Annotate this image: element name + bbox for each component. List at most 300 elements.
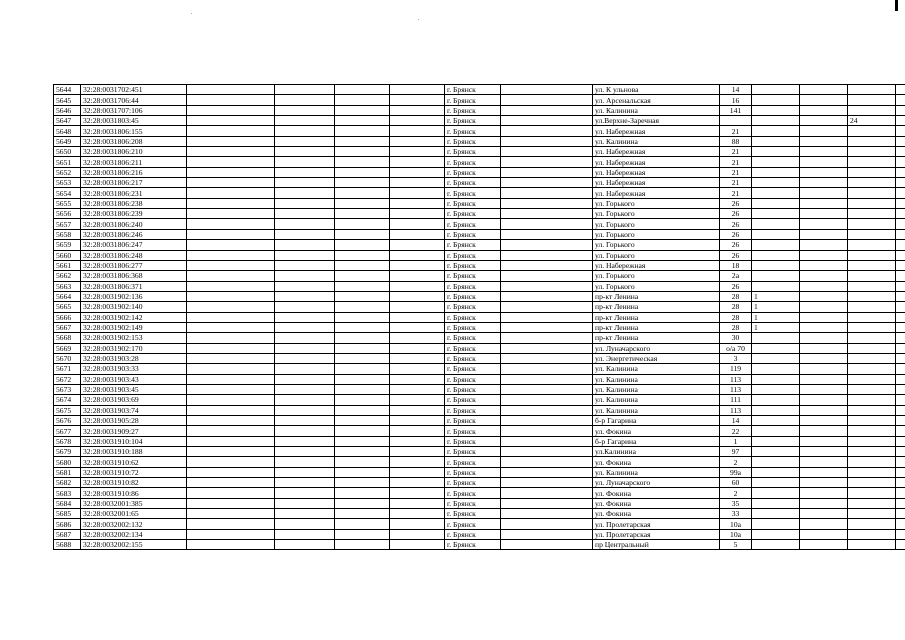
table-row: [54, 302, 905, 312]
house-number-cell: 60: [720, 478, 752, 488]
row-number-cell: 5678: [54, 436, 81, 446]
row-number-cell: 5661: [54, 260, 81, 270]
empty-cell: [187, 478, 275, 488]
empty-cell: [187, 105, 275, 115]
cadastral-number-cell: 32:28:0031910:62: [81, 457, 187, 467]
building-cell: [752, 509, 800, 519]
empty-cell: [501, 198, 593, 208]
empty-cell: [896, 105, 905, 115]
empty-cell: [187, 447, 275, 457]
building-cell: [752, 426, 800, 436]
empty-cell: [275, 416, 335, 426]
cadastral-number-cell: 32:28:0032002:155: [81, 540, 187, 550]
city-cell: г. Брянск: [445, 436, 501, 446]
building-cell: [752, 95, 800, 105]
table-row: [54, 416, 905, 426]
city-cell: г. Брянск: [445, 136, 501, 146]
empty-cell: [390, 467, 445, 477]
empty-cell: [800, 250, 848, 260]
empty-cell: [390, 405, 445, 415]
empty-cell: [896, 250, 905, 260]
apartment-cell: [848, 436, 896, 446]
street-cell: ул.Калинина: [593, 447, 720, 457]
street-cell: ул. Луначарского: [593, 478, 720, 488]
city-cell: г. Брянск: [445, 240, 501, 250]
empty-cell: [896, 116, 905, 126]
city-cell: г. Брянск: [445, 209, 501, 219]
house-number-cell: о/а 70: [720, 343, 752, 353]
empty-cell: [390, 488, 445, 498]
city-cell: г. Брянск: [445, 374, 501, 384]
street-cell: ул. Фокина: [593, 498, 720, 508]
empty-cell: [187, 260, 275, 270]
house-number-cell: 33: [720, 509, 752, 519]
empty-cell: [896, 147, 905, 157]
empty-cell: [800, 178, 848, 188]
table-row: [54, 322, 905, 332]
empty-cell: [501, 498, 593, 508]
city-cell: г. Брянск: [445, 457, 501, 467]
house-number-cell: 88: [720, 136, 752, 146]
table-row: [54, 509, 905, 519]
table-row: [54, 147, 905, 157]
row-number-cell: 5663: [54, 281, 81, 291]
apartment-cell: [848, 178, 896, 188]
street-cell: ул. Горького: [593, 229, 720, 239]
city-cell: г. Брянск: [445, 260, 501, 270]
table-row: [54, 229, 905, 239]
empty-cell: [275, 436, 335, 446]
empty-cell: [896, 405, 905, 415]
empty-cell: [501, 436, 593, 446]
city-cell: г. Брянск: [445, 312, 501, 322]
apartment-cell: [848, 488, 896, 498]
empty-cell: [896, 426, 905, 436]
row-number-cell: 5656: [54, 209, 81, 219]
table-row: [54, 353, 905, 363]
street-cell: ул. Пролетарская: [593, 519, 720, 529]
empty-cell: [800, 519, 848, 529]
empty-cell: [501, 250, 593, 260]
scan-speck: [418, 19, 419, 20]
building-cell: [752, 105, 800, 115]
building-cell: [752, 281, 800, 291]
empty-cell: [390, 519, 445, 529]
table-row: [54, 343, 905, 353]
cadastral-number-cell: 32:28:0031909:27: [81, 426, 187, 436]
empty-cell: [335, 436, 390, 446]
apartment-cell: [848, 167, 896, 177]
building-cell: [752, 467, 800, 477]
city-cell: г. Брянск: [445, 322, 501, 332]
empty-cell: [390, 291, 445, 301]
cadastral-number-cell: 32:28:0031903:43: [81, 374, 187, 384]
empty-cell: [896, 322, 905, 332]
row-number-cell: 5662: [54, 271, 81, 281]
empty-cell: [187, 95, 275, 105]
empty-cell: [275, 343, 335, 353]
apartment-cell: [848, 240, 896, 250]
house-number-cell: 26: [720, 209, 752, 219]
empty-cell: [390, 478, 445, 488]
empty-cell: [275, 229, 335, 239]
row-number-cell: 5655: [54, 198, 81, 208]
empty-cell: [390, 529, 445, 539]
scan-edge-mark: [895, 0, 898, 11]
empty-cell: [390, 157, 445, 167]
empty-cell: [896, 467, 905, 477]
empty-cell: [800, 105, 848, 115]
house-number-cell: 141: [720, 105, 752, 115]
empty-cell: [187, 219, 275, 229]
empty-cell: [390, 312, 445, 322]
apartment-cell: [848, 250, 896, 260]
empty-cell: [390, 457, 445, 467]
empty-cell: [800, 384, 848, 394]
house-number-cell: 113: [720, 374, 752, 384]
empty-cell: [275, 374, 335, 384]
street-cell: ул. Пролетарская: [593, 529, 720, 539]
empty-cell: [501, 333, 593, 343]
building-cell: [752, 229, 800, 239]
empty-cell: [335, 167, 390, 177]
building-cell: [752, 498, 800, 508]
row-number-cell: 5670: [54, 353, 81, 363]
empty-cell: [390, 250, 445, 260]
table-row: [54, 85, 905, 95]
cadastral-number-cell: 32:28:0031706:44: [81, 95, 187, 105]
house-number-cell: 35: [720, 498, 752, 508]
row-number-cell: 5646: [54, 105, 81, 115]
empty-cell: [896, 353, 905, 363]
empty-cell: [896, 416, 905, 426]
apartment-cell: [848, 395, 896, 405]
building-cell: [752, 147, 800, 157]
empty-cell: [800, 95, 848, 105]
table-row: [54, 447, 905, 457]
row-number-cell: 5644: [54, 85, 81, 95]
table-row: [54, 467, 905, 477]
empty-cell: [275, 167, 335, 177]
city-cell: г. Брянск: [445, 384, 501, 394]
empty-cell: [335, 178, 390, 188]
empty-cell: [501, 178, 593, 188]
row-number-cell: 5664: [54, 291, 81, 301]
empty-cell: [501, 395, 593, 405]
cadastral-number-cell: 32:28:0031806:231: [81, 188, 187, 198]
street-cell: ул. Горького: [593, 271, 720, 281]
row-number-cell: 5675: [54, 405, 81, 415]
empty-cell: [335, 395, 390, 405]
empty-cell: [275, 209, 335, 219]
city-cell: г. Брянск: [445, 467, 501, 477]
empty-cell: [800, 405, 848, 415]
street-cell: ул.Верхне-Заречная: [593, 116, 720, 126]
empty-cell: [390, 426, 445, 436]
table-row: [54, 219, 905, 229]
empty-cell: [896, 229, 905, 239]
empty-cell: [800, 416, 848, 426]
empty-cell: [800, 260, 848, 270]
empty-cell: [187, 488, 275, 498]
city-cell: г. Брянск: [445, 85, 501, 95]
house-number-cell: 21: [720, 178, 752, 188]
apartment-cell: [848, 219, 896, 229]
apartment-cell: [848, 478, 896, 488]
building-cell: [752, 85, 800, 95]
row-number-cell: 5671: [54, 364, 81, 374]
empty-cell: [335, 250, 390, 260]
cadastral-number-cell: 32:28:0031903:45: [81, 384, 187, 394]
empty-cell: [335, 343, 390, 353]
empty-cell: [501, 540, 593, 550]
empty-cell: [501, 271, 593, 281]
empty-cell: [187, 405, 275, 415]
empty-cell: [501, 105, 593, 115]
cadastral-number-cell: 32:28:0031806:247: [81, 240, 187, 250]
street-cell: ул. Калинина: [593, 467, 720, 477]
empty-cell: [390, 384, 445, 394]
apartment-cell: 24: [848, 116, 896, 126]
empty-cell: [335, 457, 390, 467]
empty-cell: [335, 95, 390, 105]
table-row: [54, 384, 905, 394]
row-number-cell: 5647: [54, 116, 81, 126]
empty-cell: [335, 374, 390, 384]
cadastral-number-cell: 32:28:0031806:371: [81, 281, 187, 291]
city-cell: г. Брянск: [445, 395, 501, 405]
apartment-cell: [848, 136, 896, 146]
house-number-cell: 26: [720, 240, 752, 250]
empty-cell: [390, 240, 445, 250]
empty-cell: [187, 147, 275, 157]
cadastral-number-cell: 32:28:0031806:240: [81, 219, 187, 229]
apartment-cell: [848, 291, 896, 301]
table-row: [54, 250, 905, 260]
table-row: [54, 374, 905, 384]
building-cell: 1: [752, 291, 800, 301]
empty-cell: [335, 105, 390, 115]
empty-cell: [501, 426, 593, 436]
house-number-cell: 28: [720, 302, 752, 312]
cadastral-number-cell: 32:28:0031910:72: [81, 467, 187, 477]
cadastral-number-cell: 32:28:0031707:106: [81, 105, 187, 115]
empty-cell: [187, 229, 275, 239]
city-cell: г. Брянск: [445, 343, 501, 353]
empty-cell: [275, 147, 335, 157]
building-cell: [752, 436, 800, 446]
empty-cell: [275, 240, 335, 250]
empty-cell: [275, 291, 335, 301]
empty-cell: [275, 116, 335, 126]
cadastral-number-cell: 32:28:0031902:140: [81, 302, 187, 312]
empty-cell: [501, 312, 593, 322]
table-row: [54, 240, 905, 250]
cadastral-number-cell: 32:28:0032002:132: [81, 519, 187, 529]
empty-cell: [800, 364, 848, 374]
street-cell: пр-кт Ленина: [593, 291, 720, 301]
city-cell: г. Брянск: [445, 167, 501, 177]
empty-cell: [800, 157, 848, 167]
table-row: [54, 426, 905, 436]
empty-cell: [390, 209, 445, 219]
empty-cell: [896, 95, 905, 105]
row-number-cell: 5687: [54, 529, 81, 539]
row-number-cell: 5673: [54, 384, 81, 394]
empty-cell: [800, 333, 848, 343]
empty-cell: [275, 467, 335, 477]
empty-cell: [390, 260, 445, 270]
empty-cell: [896, 126, 905, 136]
empty-cell: [275, 85, 335, 95]
empty-cell: [187, 457, 275, 467]
empty-cell: [275, 157, 335, 167]
empty-cell: [800, 322, 848, 332]
building-cell: [752, 333, 800, 343]
empty-cell: [275, 105, 335, 115]
empty-cell: [390, 229, 445, 239]
empty-cell: [390, 126, 445, 136]
empty-cell: [335, 312, 390, 322]
empty-cell: [896, 302, 905, 312]
empty-cell: [501, 384, 593, 394]
empty-cell: [896, 198, 905, 208]
empty-cell: [800, 529, 848, 539]
street-cell: ул. Калинина: [593, 384, 720, 394]
building-cell: [752, 219, 800, 229]
empty-cell: [187, 157, 275, 167]
empty-cell: [390, 85, 445, 95]
empty-cell: [800, 498, 848, 508]
empty-cell: [275, 219, 335, 229]
apartment-cell: [848, 509, 896, 519]
empty-cell: [275, 198, 335, 208]
city-cell: г. Брянск: [445, 426, 501, 436]
empty-cell: [501, 126, 593, 136]
apartment-cell: [848, 467, 896, 477]
empty-cell: [501, 136, 593, 146]
empty-cell: [275, 188, 335, 198]
empty-cell: [335, 519, 390, 529]
empty-cell: [896, 436, 905, 446]
empty-cell: [501, 353, 593, 363]
house-number-cell: 5: [720, 540, 752, 550]
building-cell: [752, 209, 800, 219]
empty-cell: [275, 281, 335, 291]
empty-cell: [501, 167, 593, 177]
house-number-cell: 111: [720, 395, 752, 405]
street-cell: б-р Гагарина: [593, 416, 720, 426]
row-number-cell: 5659: [54, 240, 81, 250]
empty-cell: [275, 178, 335, 188]
table-row: [54, 209, 905, 219]
row-number-cell: 5676: [54, 416, 81, 426]
city-cell: г. Брянск: [445, 291, 501, 301]
empty-cell: [390, 374, 445, 384]
empty-cell: [896, 488, 905, 498]
building-cell: [752, 405, 800, 415]
empty-cell: [275, 457, 335, 467]
empty-cell: [335, 240, 390, 250]
street-cell: ул. Набережная: [593, 147, 720, 157]
apartment-cell: [848, 322, 896, 332]
empty-cell: [335, 271, 390, 281]
building-cell: 1: [752, 322, 800, 332]
empty-cell: [335, 467, 390, 477]
cadastral-number-cell: 32:28:0031902:142: [81, 312, 187, 322]
empty-cell: [335, 488, 390, 498]
empty-cell: [335, 416, 390, 426]
empty-cell: [501, 147, 593, 157]
empty-cell: [800, 291, 848, 301]
empty-cell: [275, 395, 335, 405]
empty-cell: [501, 240, 593, 250]
city-cell: г. Брянск: [445, 198, 501, 208]
street-cell: ул. Энергетическая: [593, 353, 720, 363]
row-number-cell: 5682: [54, 478, 81, 488]
empty-cell: [187, 436, 275, 446]
empty-cell: [896, 281, 905, 291]
cadastral-number-cell: 32:28:0031806:211: [81, 157, 187, 167]
empty-cell: [896, 540, 905, 550]
street-cell: ул. Арсенальская: [593, 95, 720, 105]
house-number-cell: 3: [720, 353, 752, 363]
row-number-cell: 5680: [54, 457, 81, 467]
cadastral-number-cell: 32:28:0031903:74: [81, 405, 187, 415]
cadastral-number-cell: 32:28:0031903:33: [81, 364, 187, 374]
empty-cell: [896, 457, 905, 467]
empty-cell: [800, 188, 848, 198]
empty-cell: [501, 364, 593, 374]
empty-cell: [335, 498, 390, 508]
house-number-cell: 18: [720, 260, 752, 270]
empty-cell: [335, 426, 390, 436]
empty-cell: [390, 116, 445, 126]
empty-cell: [800, 229, 848, 239]
building-cell: [752, 136, 800, 146]
empty-cell: [335, 188, 390, 198]
empty-cell: [335, 364, 390, 374]
row-number-cell: 5651: [54, 157, 81, 167]
street-cell: ул. Фокина: [593, 488, 720, 498]
empty-cell: [187, 250, 275, 260]
street-cell: ул. Луначарского: [593, 343, 720, 353]
table-row: [54, 105, 905, 115]
house-number-cell: 21: [720, 147, 752, 157]
building-cell: [752, 271, 800, 281]
empty-cell: [896, 384, 905, 394]
empty-cell: [896, 167, 905, 177]
empty-cell: [501, 467, 593, 477]
cadastral-number-cell: 32:28:0031806:216: [81, 167, 187, 177]
empty-cell: [390, 178, 445, 188]
empty-cell: [800, 395, 848, 405]
row-number-cell: 5674: [54, 395, 81, 405]
empty-cell: [501, 291, 593, 301]
empty-cell: [187, 540, 275, 550]
empty-cell: [187, 188, 275, 198]
cadastral-number-cell: 32:28:0031903:69: [81, 395, 187, 405]
empty-cell: [501, 488, 593, 498]
empty-cell: [896, 343, 905, 353]
empty-cell: [275, 302, 335, 312]
house-number-cell: 16: [720, 95, 752, 105]
property-registry-table: [53, 84, 905, 550]
empty-cell: [390, 281, 445, 291]
row-number-cell: 5685: [54, 509, 81, 519]
empty-cell: [335, 509, 390, 519]
street-cell: ул. Набережная: [593, 178, 720, 188]
